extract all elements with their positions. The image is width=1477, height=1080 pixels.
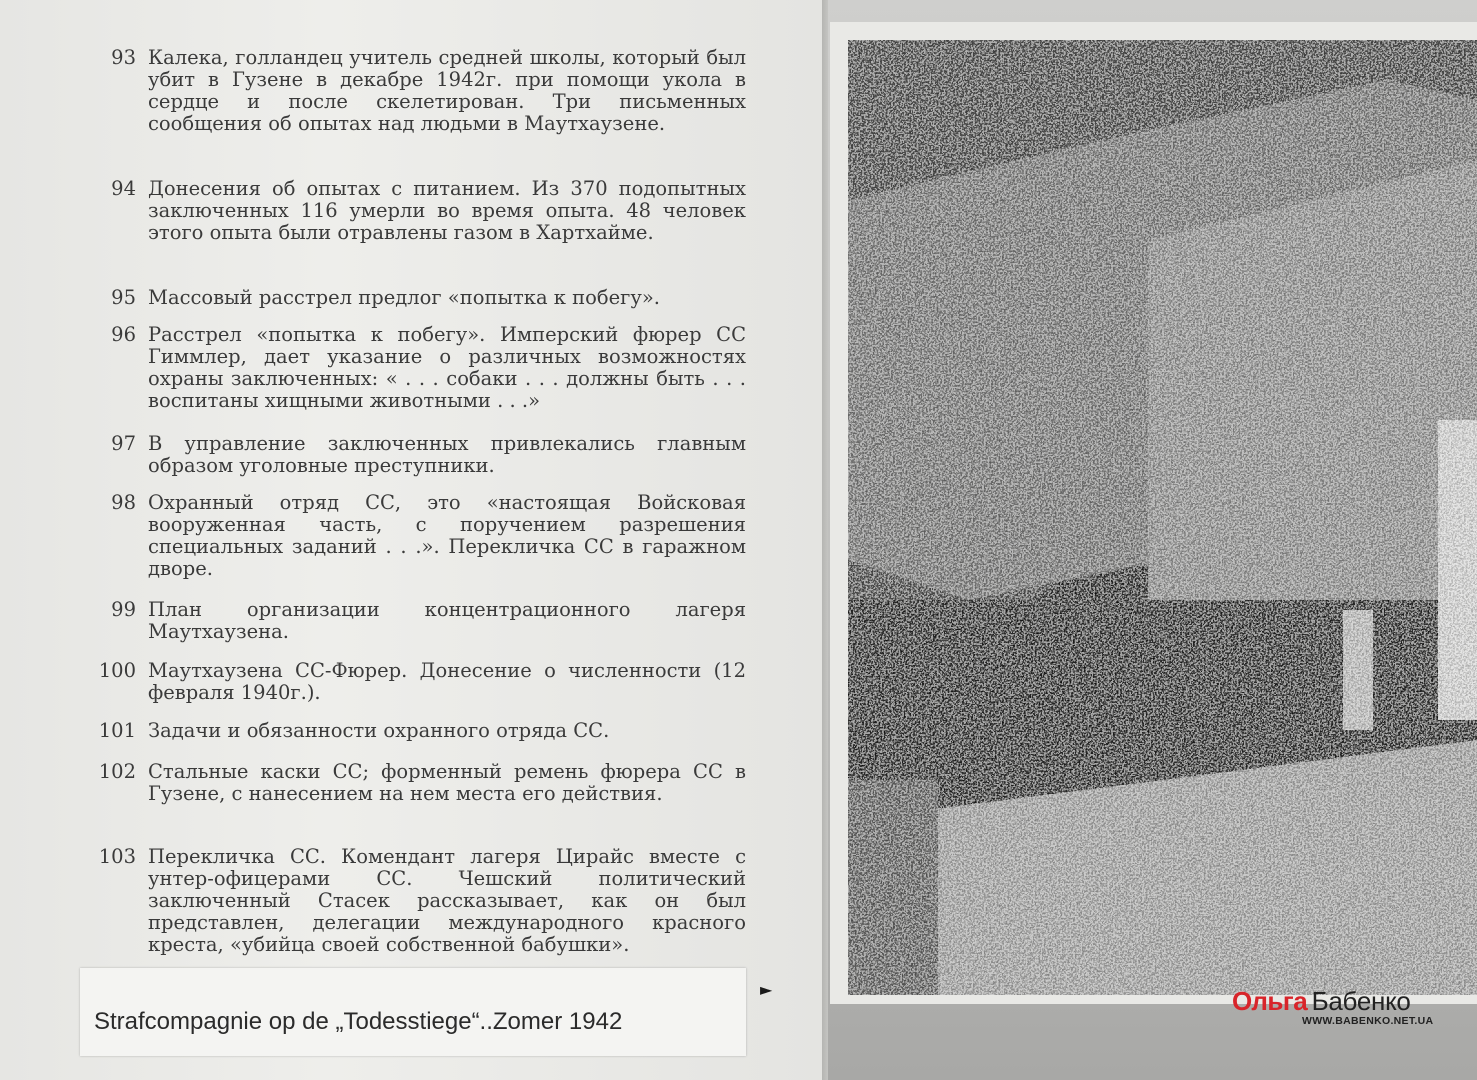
watermark-first-name: Ольга (1232, 986, 1308, 1016)
entry-number: 100 (98, 659, 136, 682)
entry-number: 102 (98, 760, 136, 783)
watermark-url: WWW.BABENKO.NET.UA (1302, 1015, 1434, 1027)
entry-number: 95 (111, 286, 136, 309)
entry-number: 101 (98, 719, 136, 742)
entry-number: 99 (111, 598, 136, 621)
watermark-last-name: Бабенко (1311, 986, 1411, 1016)
entry-text: Задачи и обязанности охранного отряда СС. (148, 719, 610, 742)
photo-caption (80, 968, 746, 1056)
entry-text: Массовый расстрел предлог «попытка к побегу». (148, 286, 660, 309)
entry-number: 98 (111, 491, 136, 514)
entry-number: 96 (111, 323, 136, 346)
entry-text: Расстрел «попытка к побегу». Имперский фюрер СС Гиммлер, дает указание о различных возможностях охраны заключенных: « . . . собаки . . . должны быть . . . воспитаны хищными животными . . .» (148, 323, 746, 412)
entry-number: 103 (98, 845, 136, 868)
entry-text: Маутхаузена СС-Фюрер. Донесение о численности (12 февраля 1940г.). (148, 659, 746, 704)
caption-text: Strafcompagnie op de „Todesstiege“..Zomer 1942 (94, 1008, 623, 1035)
entry-text: Перекличка СС. Комендант лагеря Цирайс вместе с унтер-офицерами СС. Чешский политический заключенный Стасек рассказывает, как он был представлен, делегации международного красного креста, «убийца своей собственной бабушки». (148, 845, 746, 956)
entry-text: План организации концентрационного лагеря Маутхаузена. (148, 598, 746, 643)
entry-text: Калека, голландец учитель средней школы, который был убит в Гузене в декабре 1942г. при помощи укола в сердце и после скелетирован. Три письменных сообщения об опытах над людьми в Маутхаузене. (148, 46, 746, 135)
entry-text: Стальные каски СС; форменный ремень фюрера СС в Гузене, с нанесением на нем места его действия. (148, 760, 746, 805)
entry-text: Донесения об опытах с питанием. Из 370 подопытных заключенных 116 умерли во время опыта. 48 человек этого опыта были отравлены газом в Хартхайме. (148, 177, 746, 244)
entry-text: В управление заключенных привлекались главным образом уголовные преступники. (148, 432, 746, 477)
entry-number: 94 (111, 177, 136, 200)
entry-text: Охранный отряд СС, это «настоящая Войсковая вооруженная часть, с поручением разрешения специальных заданий . . .». Перекличка СС в гаражном дворе. (148, 491, 746, 580)
entry-number: 97 (111, 432, 136, 455)
arrow-right-icon: ► (760, 980, 773, 999)
stone-staircase-photo (848, 40, 1477, 995)
entry-number: 93 (111, 46, 136, 69)
